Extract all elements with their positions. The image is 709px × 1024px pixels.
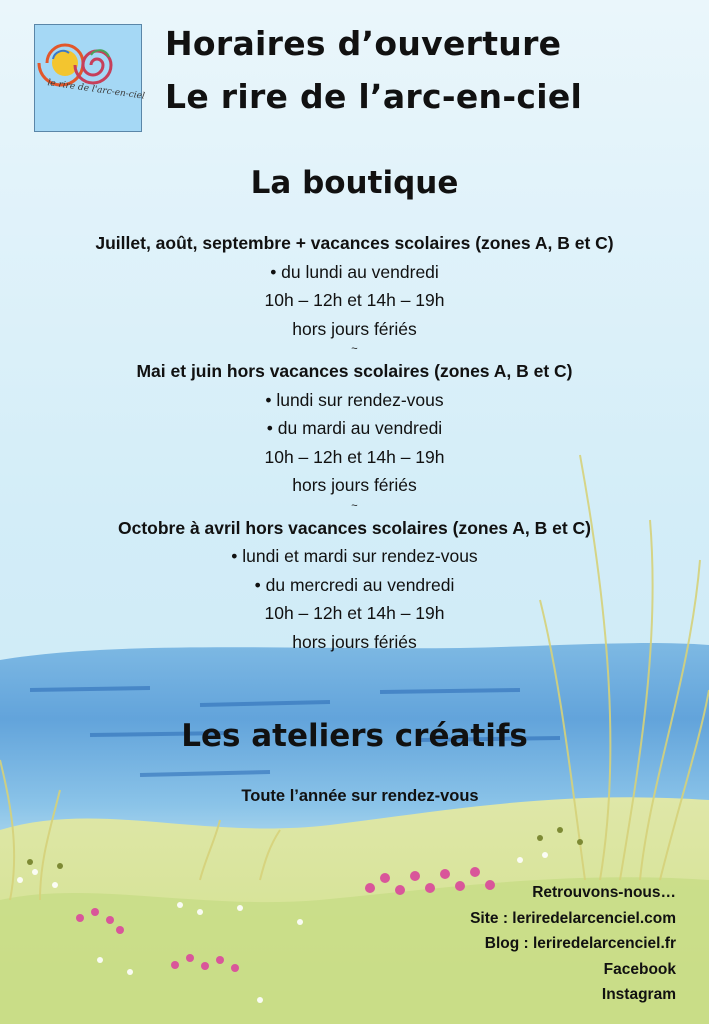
section3-line: • du mercredi au vendredi [254,574,455,595]
ateliers-text: Toute l’année sur rendez-vous [241,787,479,805]
ateliers-heading: Les ateliers créatifs [181,718,528,754]
boutique-heading: La boutique [250,165,459,201]
boutique-schedule [0,229,709,656]
section2-line: • lundi sur rendez-vous [265,389,444,410]
site-link[interactable]: Site : leriredelarcenciel.com [470,909,676,927]
separator: ~ [351,499,358,512]
section2-line: 10h – 12h et 14h – 19h [264,446,445,467]
separator: ~ [351,343,358,355]
section3-title: Octobre à avril hors vacances scolaires (zones A, B et C) [117,517,591,538]
logo-text: le rire de l'arc-en-ciel [46,78,146,102]
shop-name: Le rire de l’arc-en-ciel [165,77,583,116]
section1-line: hors jours fériés [292,318,417,339]
section3-line: • lundi et mardi sur rendez-vous [231,546,478,566]
contact-block [470,880,676,1008]
instagram-link[interactable]: Instagram [601,986,676,1003]
section3-line: 10h – 12h et 14h – 19h [264,603,445,623]
section1-line: 10h – 12h et 14h – 19h [264,290,445,310]
blog-link[interactable]: Blog : leriredelarcenciel.fr [484,935,676,952]
facebook-link[interactable]: Facebook [603,960,676,978]
section1-line: • du lundi au vendredi [270,261,439,282]
section1-title: Juillet, août, septembre + vacances scolaires (zones A, B et C) [95,233,614,253]
section2-title: Mai et juin hors vacances scolaires (zones A, B et C) [136,361,573,381]
contact-intro: Retrouvons-nous… [532,884,676,901]
page-title: Horaires d’ouverture [165,24,562,63]
section3-line: hors jours fériés [292,631,417,652]
brand-logo [34,24,146,132]
section2-line: hors jours fériés [292,475,417,495]
section2-line: • du mardi au vendredi [266,418,443,438]
